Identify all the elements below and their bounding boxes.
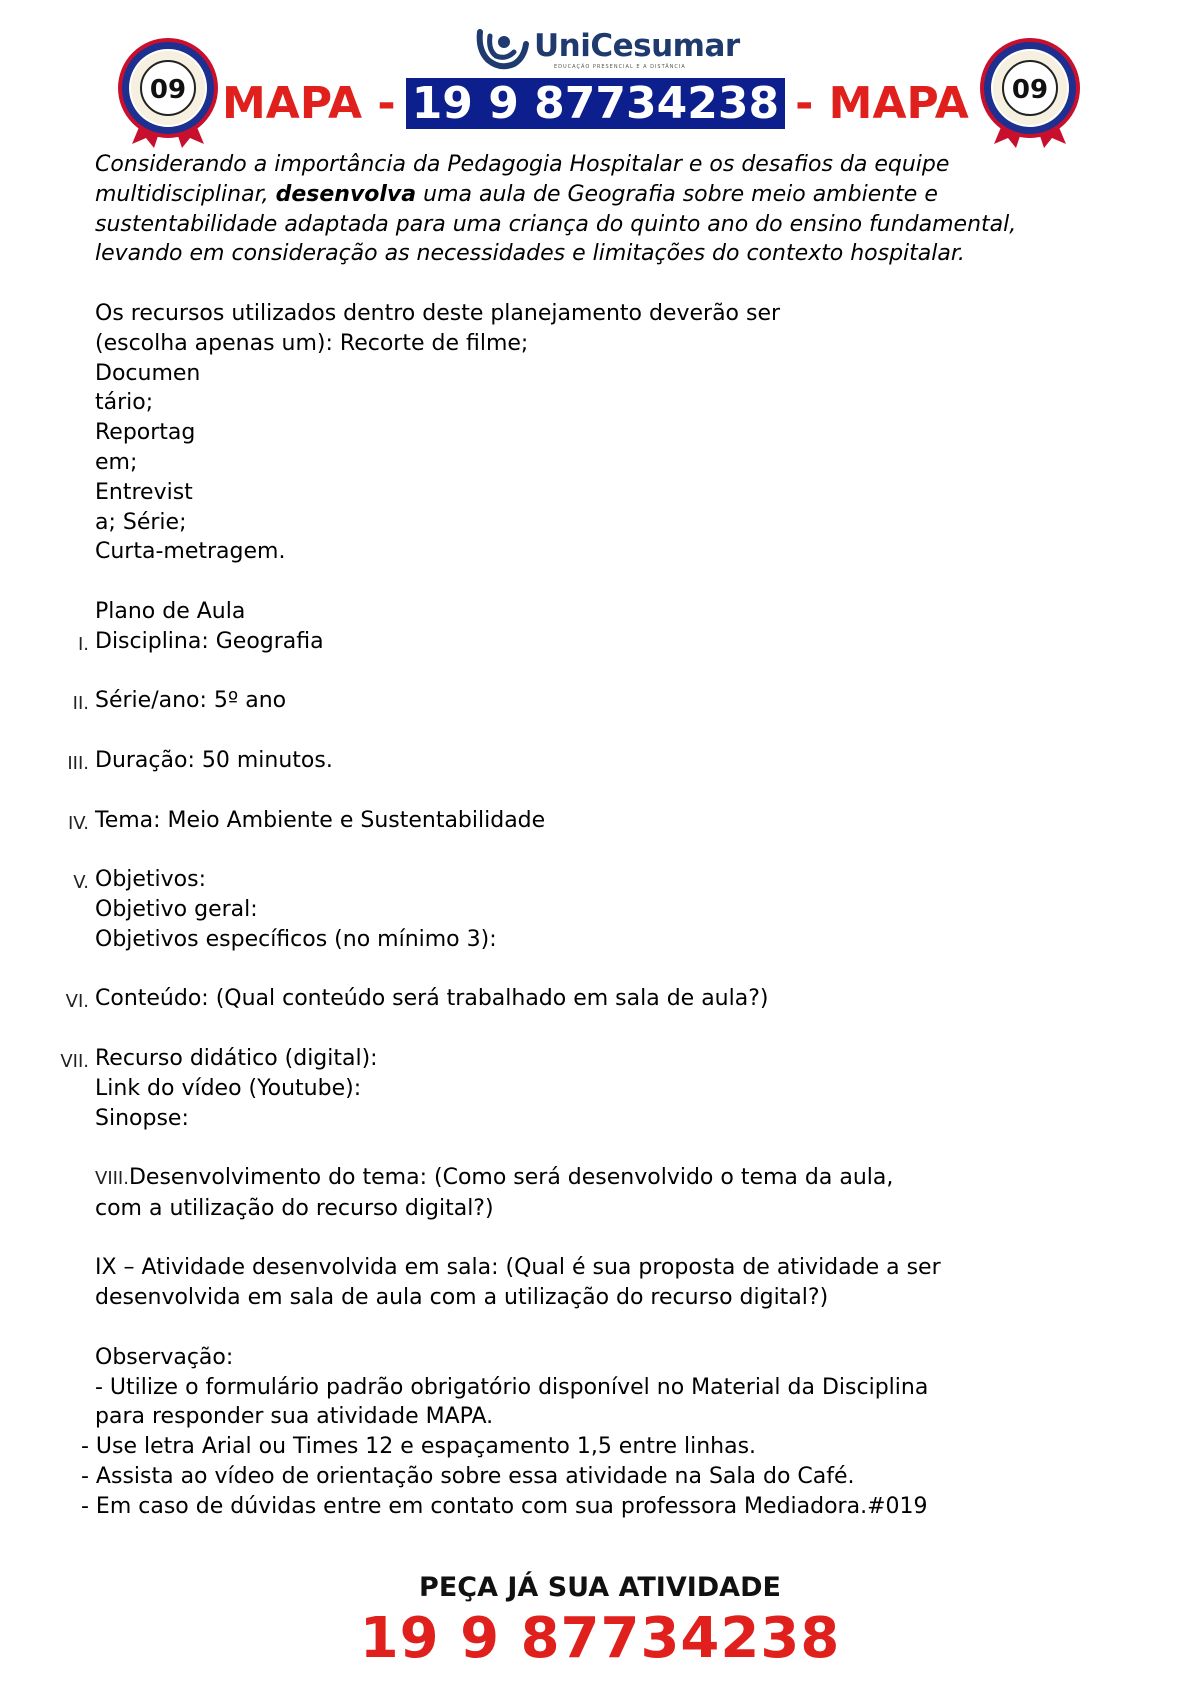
- plan-item-ix: IX – Atividade desenvolvida em sala: (Qual é sua proposta de atividade a ser: [95, 1255, 941, 1281]
- observation-item: - Use letra Arial ou Times 12 e espaçamento 1,5 entre linhas.: [81, 1434, 757, 1460]
- plan-subitem: Objetivo geral:: [95, 896, 258, 922]
- resource-item: tário;: [95, 390, 154, 416]
- plan-subitem: Sinopse:: [95, 1105, 189, 1131]
- header-right: - MAPA: [795, 77, 969, 129]
- resource-item: em;: [95, 449, 138, 475]
- plan-item: I. Disciplina: Geografia: [77, 628, 324, 655]
- plan-item-ix-cont: desenvolvida em sala de aula com a utilização do recurso digital?): [95, 1285, 829, 1311]
- plan-title: Plano de Aula: [95, 598, 246, 624]
- svg-text:09: 09: [1011, 75, 1049, 105]
- cta-phone: 19 9 87734238: [359, 1606, 841, 1671]
- logo-subtext: EDUCAÇÃO PRESENCIAL E A DISTÂNCIA: [554, 64, 686, 70]
- observation-item: para responder sua atividade MAPA.: [95, 1404, 494, 1430]
- observation-title: Observação:: [95, 1344, 234, 1370]
- intro-paragraph: Considerando a importância da Pedagogia Hospitalar e os desafios da equipe multidisciplinar, desenvolva uma aula de Geografia sobre meio ambiente e sustentabilidade adaptada para uma criança do quinto ano do ensino fundamental, levando em consideração as necessidades e limitações do contexto hospitalar.: [95, 152, 1017, 267]
- observation-item: - Utilize o formulário padrão obrigatório disponível no Material da Disciplina: [95, 1374, 929, 1400]
- unicesumar-logo-icon: [474, 24, 530, 74]
- plan-item: V. Objetivos:: [73, 867, 207, 894]
- plan-item: III. Duração: 50 minutos.: [67, 747, 333, 774]
- seal-right: [974, 36, 1086, 148]
- resource-item: Reportag: [95, 420, 196, 446]
- resources-line1: Os recursos utilizados dentro deste planejamento deverão ser: [95, 300, 781, 326]
- intro-bold: desenvolva: [275, 181, 417, 207]
- logo-text: UniCesumar: [534, 28, 740, 64]
- plan-item: VI. Conteúdo: (Qual conteúdo será trabalhado em sala de aula?): [65, 986, 769, 1013]
- svg-text:09: 09: [149, 75, 187, 105]
- observation-item: - Em caso de dúvidas entre em contato com sua professora Mediadora.#019: [81, 1493, 928, 1519]
- plan-subitem: Link do vídeo (Youtube):: [95, 1075, 362, 1101]
- plan-subitem: Objetivos específicos (no mínimo 3):: [95, 926, 497, 952]
- header-line: [222, 74, 969, 132]
- resource-item: Curta-metragem.: [95, 539, 286, 565]
- observation-item: - Assista ao vídeo de orientação sobre essa atividade na Sala do Café.: [81, 1464, 855, 1490]
- header-phone: 19 9 87734238: [406, 78, 785, 129]
- plan-item-viii-cont: com a utilização do recurso digital?): [95, 1195, 494, 1221]
- plan-item: II. Série/ano: 5º ano: [72, 688, 287, 715]
- cta-text: PEÇA JÁ SUA ATIVIDADE: [419, 1572, 781, 1603]
- header-left: MAPA -: [222, 77, 396, 129]
- resource-item: Documen: [95, 360, 201, 386]
- document-body: [60, 150, 1095, 1522]
- plan-item-viii: VIII.Desenvolvimento do tema: (Como será desenvolvido o tema da aula,: [95, 1165, 894, 1191]
- plan-item: IV. Tema: Meio Ambiente e Sustentabilidade: [67, 807, 546, 834]
- seal-left: [112, 36, 224, 148]
- resource-item: Entrevist: [95, 479, 193, 505]
- unicesumar-logo: [474, 24, 740, 74]
- plan-item: VII. Recurso didático (digital):: [60, 1045, 378, 1072]
- resource-item: a; Série;: [95, 509, 187, 535]
- resources-line2: (escolha apenas um): Recorte de filme;: [95, 330, 529, 356]
